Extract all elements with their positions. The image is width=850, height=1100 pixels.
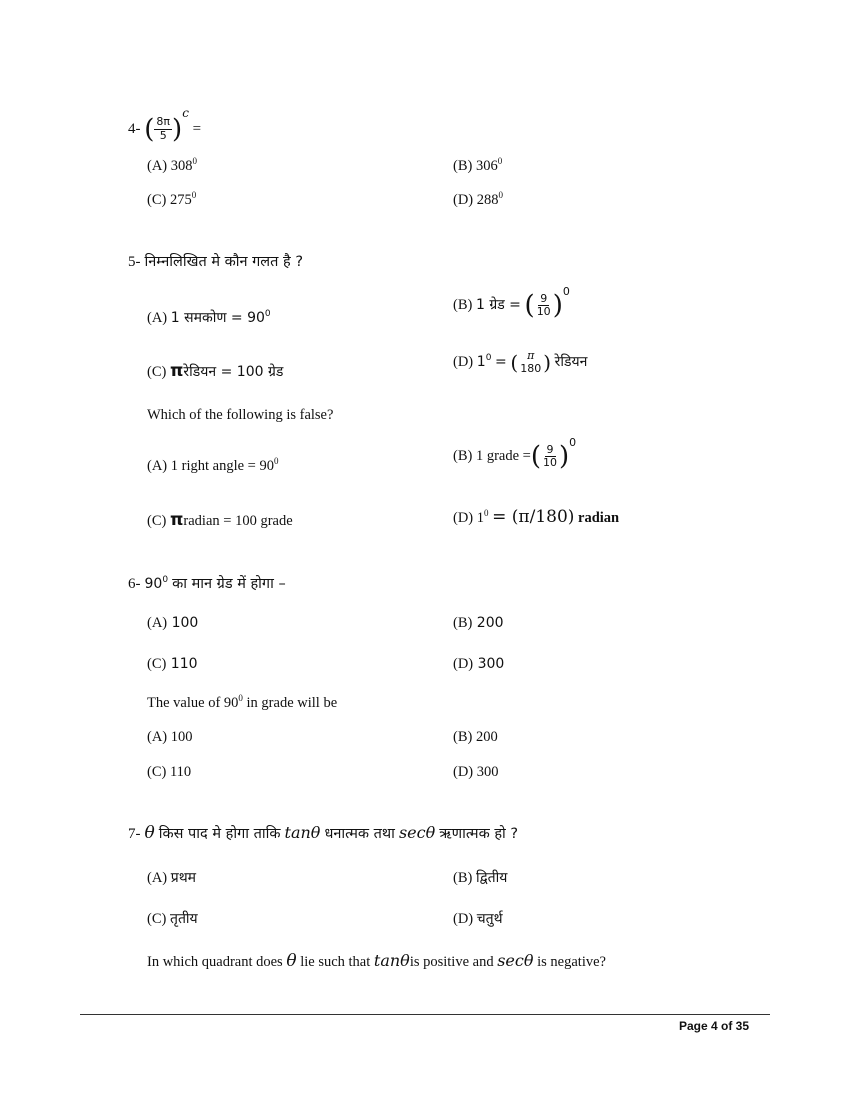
sec-theta: secθ [497, 951, 534, 970]
q6-hindi-option-d [453, 656, 504, 673]
question-text-part1: किस पाद मे होगा ताकि [158, 826, 281, 842]
degree-sup: 0 [484, 508, 489, 518]
q6-english-option-b [453, 729, 498, 746]
q6-english-option-a [147, 729, 193, 746]
option-label: (A) [147, 870, 168, 886]
paren-open: ( [510, 350, 519, 375]
option-value: 110 [169, 764, 192, 780]
question-text-part4: is negative? [537, 954, 606, 970]
option-text: 1 right angle = 90 [170, 458, 274, 474]
q5-english-option-d [453, 507, 619, 527]
q5-hindi-option-d [453, 350, 587, 375]
option-value: तृतीय [169, 911, 198, 927]
q4-option-b [453, 158, 502, 175]
option-value: प्रथम [170, 870, 197, 886]
option-value: 100 [171, 615, 199, 631]
q5-english-option-a [147, 458, 278, 475]
fraction [154, 116, 172, 142]
question-text-post: in grade will be [246, 695, 338, 711]
question-7-english [147, 951, 606, 971]
question-6 [128, 573, 286, 593]
q4-option-d [453, 192, 503, 209]
option-text: रेडियन = 100 ग्रेड [183, 364, 284, 380]
question-5-english: Which of the following is false? [147, 407, 334, 423]
fraction-numerator: 9 [540, 291, 548, 305]
q5-hindi-option-b [453, 285, 570, 321]
footer-divider [80, 1014, 770, 1015]
degree-sup: 0 [192, 156, 198, 166]
degree-sup: 0 [162, 575, 169, 585]
degree-sup: 0 [498, 190, 504, 200]
exponent: c [182, 106, 189, 120]
question-text-part1: In which quadrant does [147, 954, 283, 970]
question-text-part3: ऋणात्मक हो ? [439, 826, 519, 842]
question-6-english [147, 695, 337, 712]
option-text: 1 समकोण = 90 [170, 310, 265, 326]
fraction [518, 350, 543, 375]
degree-sup: 0 [273, 456, 279, 466]
option-label: (B) [453, 729, 473, 745]
question-text-part3: is positive and [409, 954, 494, 970]
paren-open: ( [144, 114, 155, 145]
fraction-numerator: 8π [156, 115, 171, 129]
option-value: 275 [169, 192, 192, 208]
exponent: 0 [569, 436, 577, 449]
fraction-numerator: π [527, 349, 535, 362]
paren-close: ) [552, 290, 563, 321]
option-value: 100 [170, 729, 193, 745]
q7-option-b [453, 868, 507, 887]
option-label: (B) [453, 615, 473, 631]
q6-hindi-option-c [147, 656, 198, 673]
option-label: (C) [147, 764, 167, 780]
q6-hindi-option-a [147, 615, 198, 632]
equals-sign: = [192, 121, 202, 137]
option-text: 1 grade = [475, 448, 531, 464]
question-text-part2: धनात्मक तथा [324, 826, 395, 842]
option-label: (C) [147, 513, 167, 529]
question-text-hindi: निम्नलिखित मे कौन गलत है ? [144, 254, 304, 270]
fraction-denominator: 5 [159, 129, 167, 143]
option-label: (D) [453, 353, 474, 370]
option-label: (C) [147, 911, 167, 927]
option-lead: 1 [476, 510, 485, 526]
tan-theta: tanθ [373, 951, 410, 970]
option-label: (A) [147, 310, 168, 326]
q7-option-c [147, 909, 198, 928]
degree-sup: 0 [191, 190, 197, 200]
paren-open: ( [524, 290, 535, 321]
option-label: (D) [453, 764, 474, 780]
fraction-denominator: 180 [520, 361, 542, 375]
fraction-denominator: 10 [536, 305, 551, 319]
option-label: (A) [147, 615, 168, 631]
option-text: radian [578, 510, 620, 526]
option-value: 110 [170, 656, 198, 672]
option-value: 306 [475, 158, 498, 174]
q6-english-option-c [147, 764, 191, 781]
option-value: चतुर्थ [476, 911, 503, 927]
option-label: (A) [147, 729, 168, 745]
q4-option-c [147, 192, 196, 209]
theta-symbol: θ [286, 951, 297, 971]
option-value: 200 [475, 729, 498, 745]
q7-option-d [453, 909, 503, 928]
option-label: (C) [147, 192, 167, 208]
option-lead: 1 [476, 353, 486, 370]
question-text-hindi: का मान ग्रेड में होगा – [172, 576, 286, 592]
option-value: 300 [476, 764, 499, 780]
fraction [535, 293, 553, 319]
page-number: Page 4 of 35 [678, 1019, 749, 1033]
question-text-part2: lie such that [300, 954, 371, 970]
option-label: (B) [453, 158, 473, 174]
question-number: 7- [128, 826, 141, 842]
option-text: 1 ग्रेड = [475, 297, 521, 313]
option-label: (D) [453, 911, 474, 927]
q5-hindi-option-a [147, 308, 271, 327]
fraction [541, 444, 559, 470]
pi-symbol: π [169, 510, 184, 530]
question-4 [128, 106, 202, 145]
question-number: 4- [128, 121, 141, 137]
question-text-pre: The value of 90 [147, 695, 239, 711]
q6-english-option-d [453, 764, 499, 781]
option-label: (B) [453, 448, 473, 464]
q4-option-a [147, 158, 197, 175]
question-number: 5- [128, 254, 141, 270]
question-number: 6- [128, 576, 141, 592]
exponent: 0 [562, 285, 570, 298]
q7-option-a [147, 868, 196, 887]
fraction-numerator: 9 [546, 442, 554, 456]
option-label: (B) [453, 870, 473, 886]
q5-hindi-option-c [147, 361, 283, 381]
degree-sup: 0 [264, 309, 271, 319]
option-value: द्वितीय [475, 870, 508, 886]
option-label: (D) [453, 510, 474, 526]
theta-symbol: θ [144, 823, 155, 843]
degree-sup: 0 [497, 156, 503, 166]
q5-english-option-b [453, 436, 577, 472]
question-7 [128, 823, 518, 843]
option-label: (A) [147, 458, 168, 474]
option-value: 288 [476, 192, 499, 208]
option-label: (A) [147, 158, 168, 174]
option-label: (C) [147, 656, 167, 672]
option-text: radian = 100 grade [183, 513, 293, 529]
degree-sup: 0 [238, 693, 243, 703]
q5-english-option-c [147, 510, 293, 530]
question-lead: 90 [144, 576, 163, 592]
option-label: (C) [147, 364, 167, 380]
paren-open: ( [530, 441, 542, 472]
pi-symbol: π [169, 361, 184, 381]
paren-close: ) [172, 114, 183, 145]
fraction-denominator: 10 [543, 456, 558, 470]
option-label: (D) [453, 656, 474, 672]
tan-theta: tanθ [284, 823, 321, 842]
option-text: रेडियन [554, 353, 588, 370]
option-value: 200 [476, 615, 504, 631]
math-expression: = (π/180) [492, 507, 575, 527]
paren-close: ) [543, 350, 552, 375]
option-value: 308 [170, 158, 193, 174]
paren-close: ) [559, 441, 570, 472]
degree-sup: 0 [485, 352, 492, 363]
question-5 [128, 251, 303, 271]
q6-hindi-option-b [453, 615, 504, 632]
option-label: (D) [453, 192, 474, 208]
option-value: 300 [477, 656, 505, 672]
equals-sign: = [495, 353, 507, 370]
option-label: (B) [453, 297, 473, 313]
sec-theta: secθ [398, 823, 436, 842]
